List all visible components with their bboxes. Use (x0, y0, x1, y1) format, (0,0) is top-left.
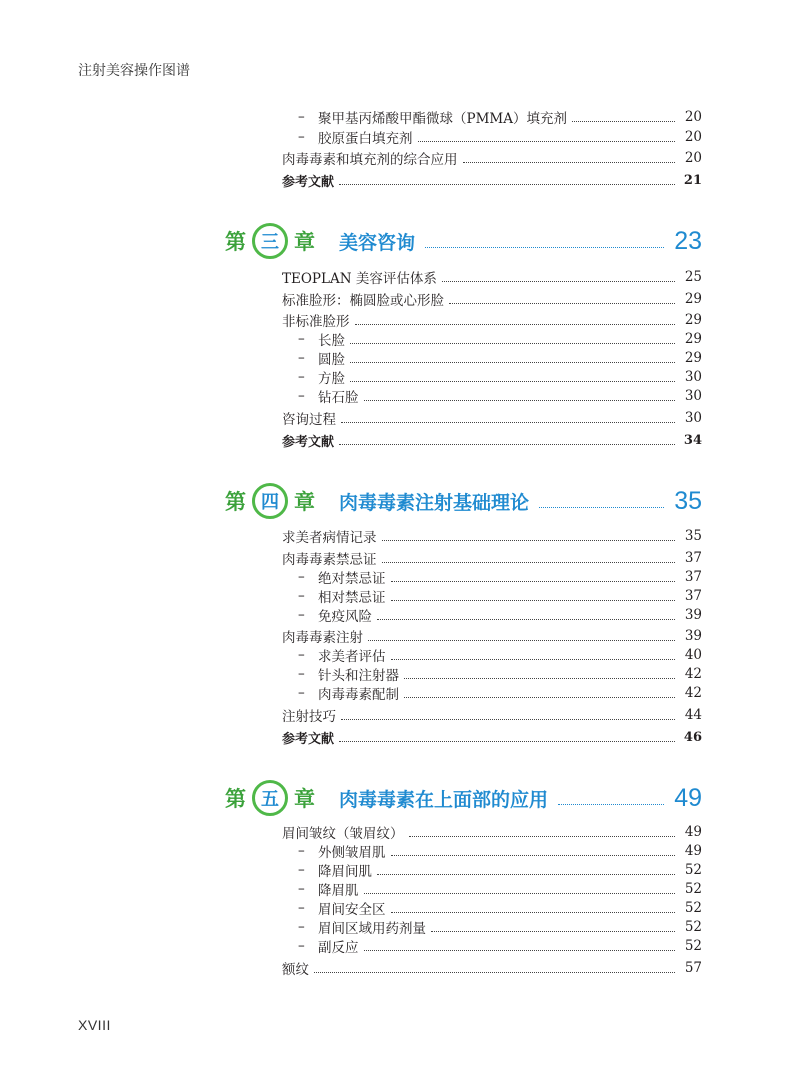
dot-leader (341, 422, 675, 423)
entry-page: 44 (684, 707, 702, 723)
entry-label: 眉间安全区 (318, 902, 386, 918)
dot-leader (463, 162, 676, 163)
dot-leader (350, 343, 675, 344)
entry-page: 20 (684, 109, 702, 125)
entry-label: 肉毒毒素配制 (318, 687, 399, 703)
toc-entry[interactable] (298, 860, 702, 880)
entry-dash: – (298, 666, 305, 682)
dot-leader (404, 697, 675, 698)
entry-dash: – (298, 350, 305, 366)
chapter-number-circle: 三 (252, 223, 288, 259)
entry-page: 29 (684, 350, 702, 366)
toc-entry[interactable] (298, 841, 702, 861)
dot-leader (391, 600, 676, 601)
entry-page: 20 (684, 150, 702, 166)
toc-entry[interactable] (298, 664, 702, 684)
entry-label: 绝对禁忌证 (318, 571, 386, 587)
toc-entry[interactable] (282, 526, 702, 546)
entry-label: 额纹 (282, 962, 309, 978)
chapter-number-circle: 五 (252, 780, 288, 816)
entry-label: 参考文献 (282, 731, 335, 747)
entry-label: 参考文献 (282, 174, 335, 190)
entry-page: 20 (684, 129, 702, 145)
dot-leader (404, 678, 675, 679)
chapter-title: 美容咨询 (339, 231, 416, 254)
toc-entry[interactable] (298, 329, 702, 349)
entry-page: 49 (684, 824, 702, 840)
entry-label: 肉毒毒素禁忌证 (282, 552, 377, 568)
dot-leader (355, 324, 676, 325)
toc-entry[interactable] (282, 148, 702, 168)
entry-label: 聚甲基丙烯酸甲酯微球（PMMA）填充剂 (318, 111, 567, 127)
entry-page: 57 (684, 960, 702, 976)
entry-dash: – (298, 647, 305, 663)
entry-page: 35 (684, 528, 702, 544)
entry-label: 眉间皱纹（皱眉纹） (282, 826, 404, 842)
entry-page: 42 (684, 666, 702, 682)
entry-page: 29 (684, 331, 702, 347)
entry-label: 求美者评估 (318, 649, 386, 665)
entry-page: 30 (684, 369, 702, 385)
entry-dash: – (298, 607, 305, 623)
chapter-heading-4[interactable] (225, 481, 702, 521)
entry-label: 参考文献 (282, 434, 335, 450)
entry-label: 咨询过程 (282, 412, 336, 428)
dot-leader (377, 619, 675, 620)
entry-dash: – (298, 369, 305, 385)
toc-entry[interactable] (282, 430, 702, 450)
toc-entry[interactable] (282, 548, 702, 568)
toc-entry[interactable] (298, 605, 702, 625)
entry-page: 34 (683, 432, 702, 448)
dot-leader (391, 581, 676, 582)
entry-label: 注射技巧 (282, 709, 336, 725)
entry-page: 40 (684, 647, 702, 663)
entry-dash: – (298, 109, 305, 125)
toc-entry[interactable] (298, 567, 702, 587)
entry-label: 相对禁忌证 (318, 590, 386, 606)
toc-entry[interactable] (282, 170, 702, 190)
dot-leader (368, 640, 675, 641)
chapter-leader (425, 247, 664, 248)
entry-label: 圆脸 (318, 352, 345, 368)
entry-label: 长脸 (318, 333, 345, 349)
dot-leader (418, 141, 676, 142)
toc-entry[interactable] (298, 879, 702, 899)
entry-label: 降眉间肌 (318, 864, 372, 880)
chapter-prefix: 第 (225, 787, 246, 811)
entry-label: 外侧皱眉肌 (318, 845, 386, 861)
dot-leader (364, 893, 676, 894)
toc-entry[interactable] (282, 267, 702, 287)
toc-entry[interactable] (298, 367, 702, 387)
entry-label: 肉毒毒素和填充剂的综合应用 (282, 152, 458, 168)
toc-entry[interactable] (298, 645, 702, 665)
toc-entry[interactable] (298, 107, 702, 127)
entry-page: 37 (684, 569, 702, 585)
toc-entry[interactable] (282, 822, 702, 842)
dot-leader (350, 381, 675, 382)
entry-page: 52 (684, 881, 702, 897)
toc-entry[interactable] (282, 289, 702, 309)
entry-page: 37 (684, 588, 702, 604)
toc-entry[interactable] (282, 310, 702, 330)
dot-leader (449, 303, 675, 304)
entry-dash: – (298, 569, 305, 585)
entry-label: 钻石脸 (318, 390, 359, 406)
toc-entry[interactable] (298, 127, 702, 147)
toc-entry[interactable] (282, 408, 702, 428)
running-head: 注射美容操作图谱 (78, 63, 190, 79)
entry-page: 25 (684, 269, 702, 285)
entry-dash: – (298, 685, 305, 701)
dot-leader (382, 540, 676, 541)
entry-dash: – (298, 588, 305, 604)
entry-label: 肉毒毒素注射 (282, 630, 363, 646)
toc-entry[interactable] (298, 917, 702, 937)
chapter-page: 49 (674, 783, 702, 812)
toc-entry[interactable] (282, 727, 702, 747)
entry-page: 30 (684, 388, 702, 404)
entry-page: 52 (684, 938, 702, 954)
dot-leader (391, 855, 676, 856)
dot-leader (339, 184, 675, 185)
entry-page: 29 (684, 291, 702, 307)
page-number: XVIII (78, 1017, 111, 1033)
dot-leader (314, 972, 675, 973)
entry-page: 52 (684, 900, 702, 916)
toc-entry[interactable] (282, 626, 702, 646)
entry-page: 39 (684, 628, 702, 644)
dot-leader (341, 719, 675, 720)
entry-label: 免疫风险 (318, 609, 372, 625)
chapter-suffix: 章 (294, 490, 315, 514)
entry-label: 标准脸形：椭圆脸或心形脸 (282, 293, 444, 309)
dot-leader (339, 741, 675, 742)
toc-entry[interactable] (298, 936, 702, 956)
chapter-prefix: 第 (225, 490, 246, 514)
dot-leader (339, 444, 675, 445)
dot-leader (431, 931, 675, 932)
entry-label: TEOPLAN 美容评估体系 (282, 271, 437, 287)
toc-entry[interactable] (298, 348, 702, 368)
entry-dash: – (298, 388, 305, 404)
entry-page: 52 (684, 862, 702, 878)
entry-page: 37 (684, 550, 702, 566)
dot-leader (409, 836, 676, 837)
dot-leader (364, 400, 676, 401)
entry-page: 52 (684, 919, 702, 935)
dot-leader (350, 362, 675, 363)
entry-dash: – (298, 938, 305, 954)
dot-leader (391, 659, 676, 660)
chapter-title: 肉毒毒素注射基础理论 (339, 491, 530, 514)
entry-label: 求美者病情记录 (282, 530, 377, 546)
chapter-suffix: 章 (294, 787, 315, 811)
entry-label: 方脸 (318, 371, 345, 387)
dot-leader (377, 874, 675, 875)
entry-label: 降眉肌 (318, 883, 359, 899)
toc-entry[interactable] (298, 386, 702, 406)
entry-page: 46 (683, 729, 702, 745)
dot-leader (442, 281, 675, 282)
chapter-number-circle: 四 (252, 483, 288, 519)
entry-page: 49 (684, 843, 702, 859)
toc-entry[interactable] (282, 958, 702, 978)
entry-dash: – (298, 331, 305, 347)
chapter-page: 23 (674, 226, 702, 255)
chapter-leader (539, 507, 664, 508)
chapter-heading-5[interactable] (225, 778, 702, 818)
entry-dash: – (298, 843, 305, 859)
entry-label: 针头和注射器 (318, 668, 399, 684)
entry-label: 胶原蛋白填充剂 (318, 131, 413, 147)
entry-label: 副反应 (318, 940, 359, 956)
chapter-leader (558, 804, 664, 805)
entry-page: 42 (684, 685, 702, 701)
chapter-heading-3[interactable] (225, 221, 702, 261)
chapter-title: 肉毒毒素在上面部的应用 (339, 788, 549, 811)
entry-dash: – (298, 129, 305, 145)
entry-dash: – (298, 862, 305, 878)
chapter-prefix: 第 (225, 230, 246, 254)
toc-entry[interactable] (282, 705, 702, 725)
entry-page: 39 (684, 607, 702, 623)
entry-dash: – (298, 900, 305, 916)
entry-label: 眉间区域用药剂量 (318, 921, 426, 937)
toc-entry[interactable] (298, 898, 702, 918)
toc-entry[interactable] (298, 586, 702, 606)
dot-leader (364, 950, 676, 951)
toc-entry[interactable] (298, 683, 702, 703)
dot-leader (391, 912, 676, 913)
dot-leader (382, 562, 676, 563)
chapter-suffix: 章 (294, 230, 315, 254)
dot-leader (572, 121, 675, 122)
chapter-page: 35 (674, 486, 702, 515)
entry-dash: – (298, 919, 305, 935)
entry-page: 29 (684, 312, 702, 328)
entry-dash: – (298, 881, 305, 897)
entry-page: 21 (683, 172, 702, 188)
entry-page: 30 (684, 410, 702, 426)
entry-label: 非标准脸形 (282, 314, 350, 330)
